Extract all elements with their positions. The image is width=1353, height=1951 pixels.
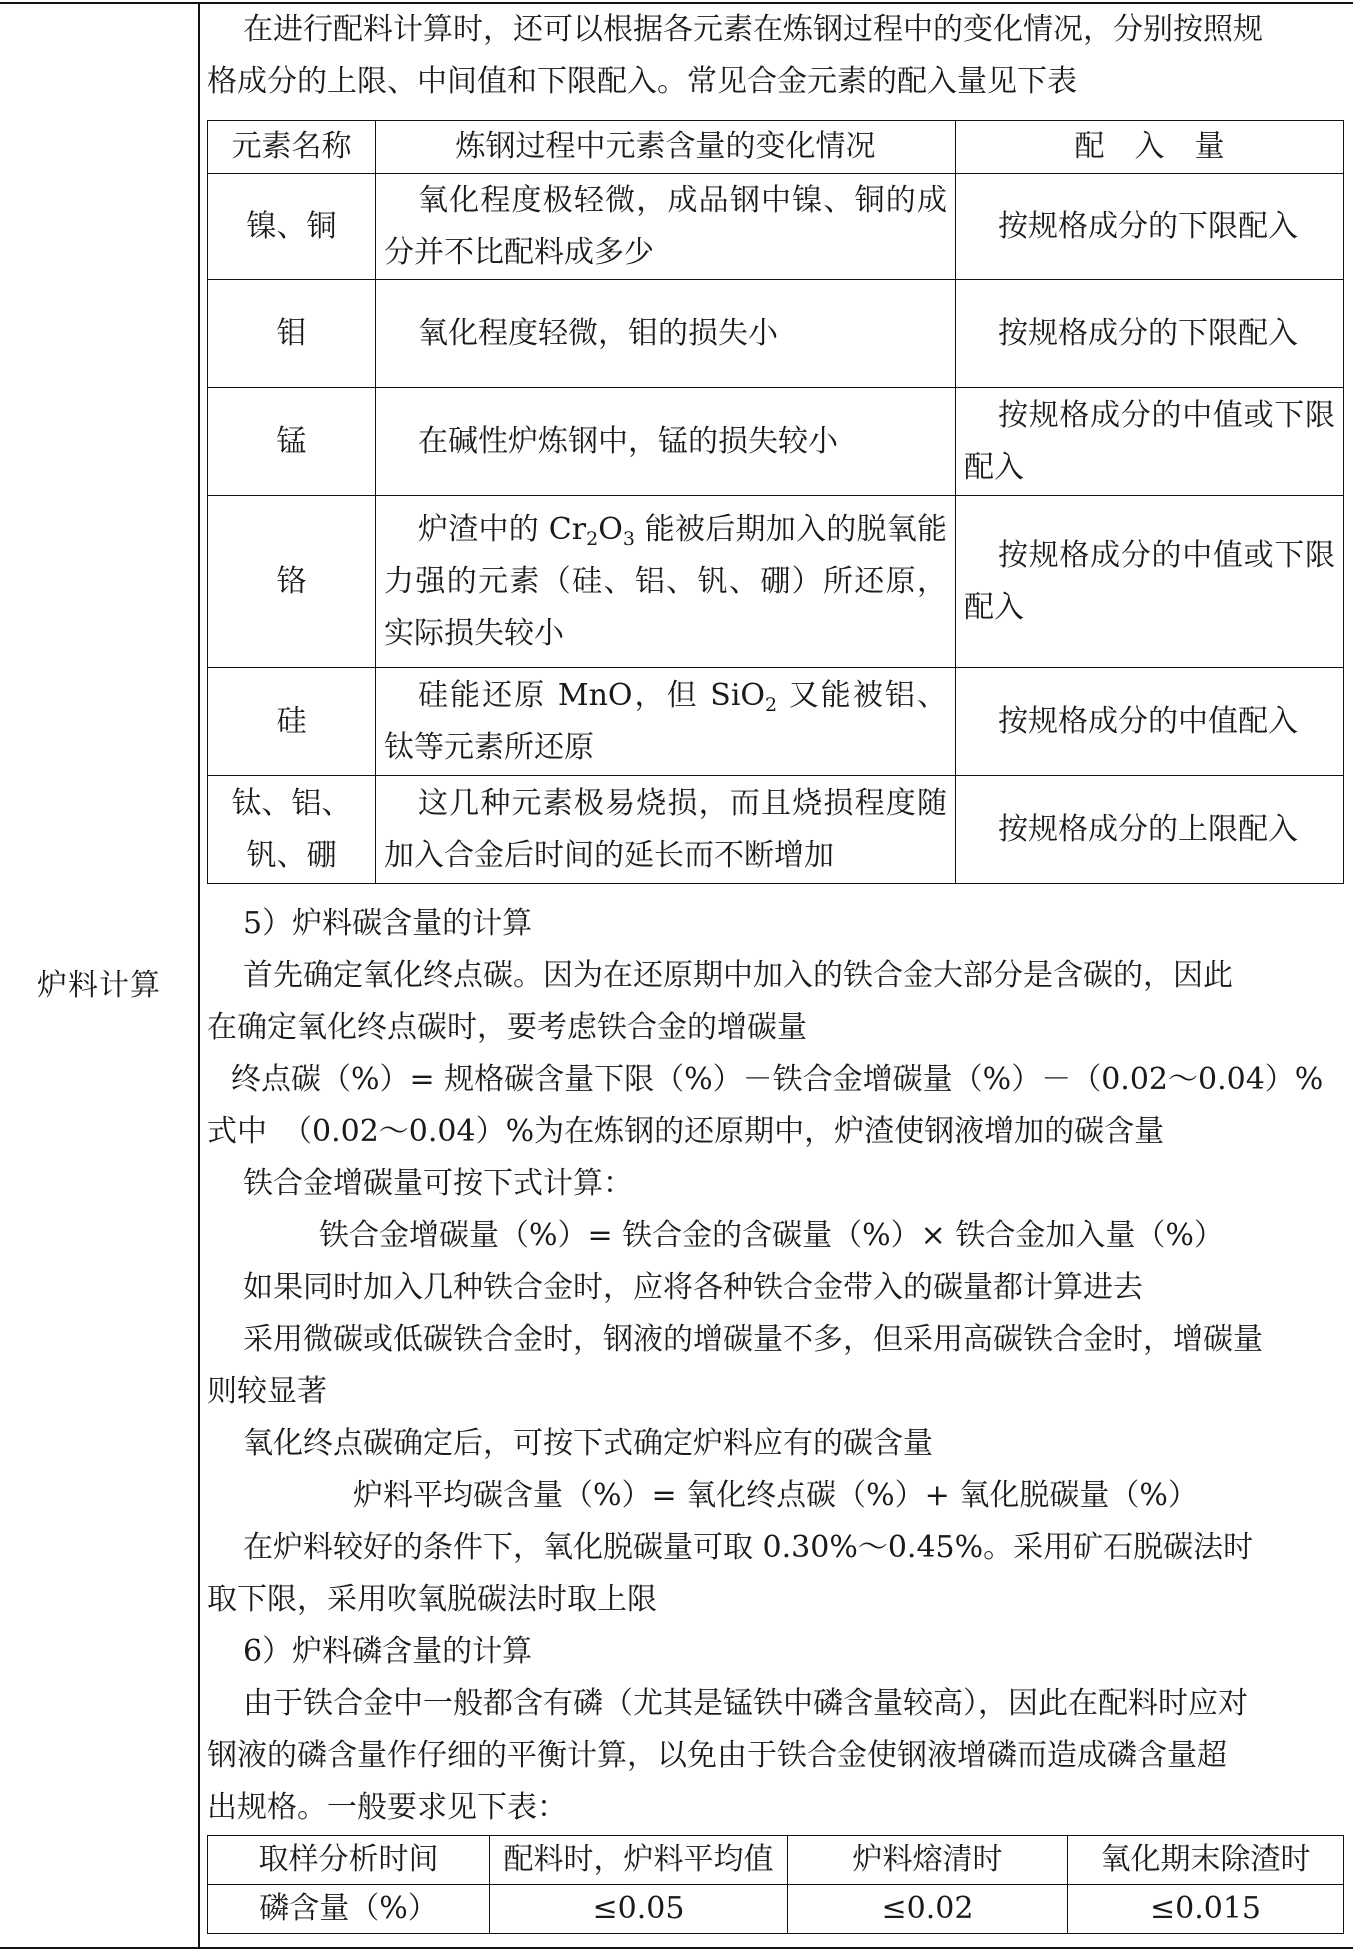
column-divider [198,2,200,1949]
element-change: 在碱性炉炼钢中，锰的损失较小 [376,388,956,496]
phosphorus-label: 磷含量（%） [208,1885,490,1934]
table-row [208,280,1344,388]
table-row [208,668,1344,776]
element-name: 锰 [208,388,376,496]
phosphorus-value-row [208,1885,1344,1934]
element-amount: 按规格成分的上限配入 [956,776,1344,884]
table-row [208,776,1344,884]
formula-end-carbon: 终点碳（%）= 规格碳含量下限（%）－铁合金增碳量（%）－（0.02～0.04）% [231,1062,1324,1097]
sec5-p1-line2: 在确定氧化终点碳时，要考虑铁合金的增碳量 [207,1010,807,1045]
table-row [208,174,1344,280]
subscript: 2 [586,527,599,550]
phosphorus-melt-value: ≤0.02 [788,1885,1068,1934]
table-row [208,496,1344,668]
calculation-section [207,898,1347,1834]
element-table [207,120,1344,884]
element-name: 钼 [208,280,376,388]
header-element: 元素名称 [208,121,376,174]
subscript: 3 [622,527,635,550]
element-table-header [208,121,1344,174]
sec5-p6-line2: 取下限，采用吹氧脱碳法时取上限 [207,1582,657,1617]
intro-line-1: 在进行配料计算时，还可以根据各元素在炼钢过程中的变化情况，分别按照规 [243,12,1263,47]
sec5-p5: 氧化终点碳确定后，可按下式确定炉料应有的碳含量 [243,1426,933,1461]
section-6-heading: 6）炉料磷含量的计算 [243,1634,533,1669]
sec5-p6-line1: 在炉料较好的条件下，氧化脱碳量可取 0.30%～0.45%。采用矿石脱碳法时 [243,1530,1254,1565]
phosphorus-header-row [208,1836,1344,1885]
phosphorus-oxidation-value: ≤0.015 [1068,1885,1344,1934]
change-part: 能被后期加入的脱氧能力强的元素（硅、铝、钒、硼）所还原，实际损失较小 [384,511,947,651]
header-amount: 配 入 量 [956,121,1344,174]
label-column [0,4,198,1948]
phosphorus-table [207,1835,1344,1934]
element-amount: 按规格成分的中值配入 [956,668,1344,776]
element-change [376,668,956,776]
sec5-p4-line2: 则较显著 [207,1374,327,1409]
element-amount: 按规格成分的中值或下限配入 [956,496,1344,668]
subscript: 2 [765,693,778,716]
header-batching: 配料时，炉料平均值 [490,1836,788,1885]
element-name: 钛、铝、钒、硼 [208,776,376,884]
element-amount: 按规格成分的中值或下限配入 [956,388,1344,496]
intro-block [207,4,1347,108]
sec5-p3: 如果同时加入几种铁合金时，应将各种铁合金带入的碳量都计算进去 [243,1270,1143,1305]
sec5-p2: 铁合金增碳量可按下式计算： [243,1166,633,1201]
sec6-p1-line1: 由于铁合金中一般都含有磷（尤其是锰铁中磷含量较高），因此在配料时应对 [243,1686,1248,1721]
element-change: 这几种元素极易烧损，而且烧损程度随加入合金后时间的延长而不断增加 [376,776,956,884]
element-change [376,496,956,668]
sec5-p4-line1: 采用微碳或低碳铁合金时，钢液的增碳量不多，但采用高碳铁合金时，增碳量 [243,1322,1263,1357]
sec6-p1-line2: 钢液的磷含量作仔细的平衡计算，以免由于铁合金使钢液增磷而造成磷含量超 [207,1738,1227,1773]
change-part: 炉渣中的 Cr [418,511,587,547]
element-name: 硅 [208,668,376,776]
change-part: 硅能还原 MnO，但 SiO [418,677,766,713]
formula-charge-carbon: 炉料平均碳含量（%）= 氧化终点碳（%）+ 氧化脱碳量（%） [353,1478,1198,1513]
element-amount: 按规格成分的下限配入 [956,174,1344,280]
intro-line-2: 格成分的上限、中间值和下限配入。常见合金元素的配入量见下表 [207,64,1077,99]
sec6-p1-line3: 出规格。一般要求见下表： [207,1790,567,1825]
header-oxidation-end: 氧化期末除渣时 [1068,1836,1344,1885]
formula-alloy-carbon: 铁合金增碳量（%）= 铁合金的含碳量（%）× 铁合金加入量（%） [319,1218,1224,1253]
element-change: 氧化程度轻微，钼的损失小 [376,280,956,388]
header-sampling-time: 取样分析时间 [208,1836,490,1885]
element-amount: 按规格成分的下限配入 [956,280,1344,388]
element-change: 氧化程度极轻微，成品钢中镍、铜的成分并不比配料成多少 [376,174,956,280]
header-melt-down: 炉料熔清时 [788,1836,1068,1885]
change-part: 又能被铝、钛等元素所还原 [384,677,947,765]
element-name: 镍、铜 [208,174,376,280]
side-label: 炉料计算 [37,968,161,1003]
bottom-border [0,1947,1353,1949]
section-5-heading: 5）炉料碳含量的计算 [243,906,533,941]
element-name: 铬 [208,496,376,668]
formula-note: 式中 （0.02～0.04）%为在炼钢的还原期中，炉渣使钢液增加的碳含量 [207,1114,1165,1149]
table-row [208,388,1344,496]
change-part: O [598,511,623,547]
header-change: 炼钢过程中元素含量的变化情况 [376,121,956,174]
sec5-p1-line1: 首先确定氧化终点碳。因为在还原期中加入的铁合金大部分是含碳的，因此 [243,958,1233,993]
phosphorus-batching-value: ≤0.05 [490,1885,788,1934]
